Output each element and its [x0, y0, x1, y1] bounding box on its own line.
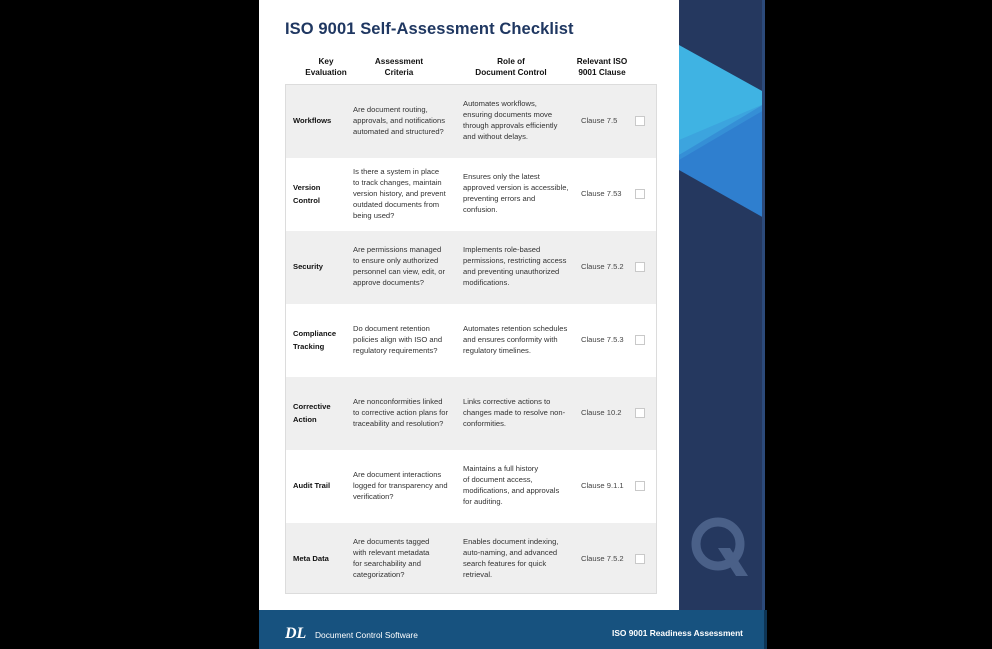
- role-line: for auditing.: [463, 496, 503, 506]
- role-line: and preventing unauthorized: [463, 266, 560, 276]
- key-line: Tracking: [293, 341, 325, 351]
- clause-cell: Clause 7.5.2: [581, 262, 624, 271]
- key-line: Control: [293, 195, 320, 205]
- role-line: conformities.: [463, 418, 507, 428]
- checkbox[interactable]: [635, 554, 645, 564]
- column-header-role-of-document-control: [466, 57, 556, 78]
- role-cell: [463, 537, 571, 581]
- column-header-line: Document Control: [475, 67, 547, 77]
- criteria-line: Are permissions managed: [353, 245, 442, 254]
- criteria-line: outdated documents from: [353, 199, 440, 209]
- column-header-line: Assessment: [374, 57, 424, 66]
- criteria-line: version history, and prevent: [353, 188, 446, 198]
- key-line: Security: [293, 262, 323, 271]
- role-line: changes made to resolve non-: [463, 407, 566, 417]
- table-row: [286, 450, 656, 523]
- criteria-line: personnel can view, edit, or: [353, 266, 446, 276]
- role-line: Links corrective actions to: [463, 397, 551, 406]
- role-line: search features for quick: [463, 558, 547, 568]
- footer-assessment-title: ISO 9001 Readiness Assessment: [612, 628, 743, 638]
- criteria-line: policies align with ISO and: [353, 334, 443, 344]
- key-evaluation-cell: [293, 328, 348, 353]
- key-evaluation-cell: [293, 553, 348, 566]
- criteria-cell: [353, 470, 453, 503]
- key-line: Compliance: [293, 329, 337, 338]
- column-header-line: Criteria: [384, 67, 414, 77]
- criteria-line: Are nonconformities linked: [353, 397, 443, 406]
- column-header-line: Evaluation: [305, 67, 347, 77]
- clause-cell: Clause 7.5: [581, 116, 618, 125]
- criteria-line: to corrective action plans for: [353, 407, 448, 417]
- svg-text:DL: DL: [285, 625, 307, 640]
- checkbox[interactable]: [635, 481, 645, 491]
- criteria-line: regulatory requirements?: [353, 345, 438, 355]
- role-line: Maintains a full history: [463, 464, 539, 473]
- criteria-cell: [353, 397, 453, 430]
- key-line: Corrective: [293, 402, 331, 411]
- role-line: Enables document indexing,: [463, 537, 559, 546]
- criteria-cell: [353, 245, 453, 289]
- criteria-line: Do document retention: [353, 324, 430, 333]
- role-line: Implements role-based: [463, 245, 541, 254]
- role-line: approved version is accessible,: [463, 182, 569, 192]
- criteria-cell: [353, 167, 453, 222]
- key-evaluation-cell: [293, 261, 348, 274]
- key-evaluation-cell: [293, 480, 348, 493]
- checkbox[interactable]: [635, 408, 645, 418]
- role-cell: [463, 99, 571, 143]
- key-evaluation-cell: [293, 401, 348, 426]
- criteria-line: approvals, and notifications: [353, 115, 446, 125]
- key-line: Audit Trail: [293, 481, 331, 490]
- key-line: Workflows: [293, 116, 332, 125]
- q-logo-icon: [690, 514, 752, 580]
- criteria-line: to track changes, maintain: [353, 177, 442, 187]
- page-footer: [259, 610, 764, 649]
- table-row: [286, 304, 656, 377]
- criteria-line: verification?: [353, 491, 394, 501]
- role-line: and without delays.: [463, 131, 529, 141]
- role-line: auto-naming, and advanced: [463, 547, 558, 557]
- checkbox[interactable]: [635, 262, 645, 272]
- role-line: through approvals efficiently: [463, 120, 558, 130]
- criteria-line: being used?: [353, 210, 395, 220]
- role-line: and ensures conformity with: [463, 334, 558, 344]
- role-line: retrieval.: [463, 569, 493, 579]
- role-line: modifications, and approvals: [463, 485, 560, 495]
- role-line: confusion.: [463, 204, 498, 214]
- criteria-line: Are documents tagged: [353, 537, 430, 546]
- dl-logo-icon: [285, 624, 311, 640]
- table-row: [286, 158, 656, 231]
- role-line: ensuring documents move: [463, 109, 553, 119]
- role-line: Automates retention schedules: [463, 324, 568, 333]
- role-line: Ensures only the latest: [463, 172, 540, 181]
- footer-edge: [764, 610, 767, 649]
- page-title: ISO 9001 Self-Assessment Checklist: [285, 20, 574, 38]
- criteria-line: Are document routing,: [353, 105, 428, 114]
- column-header-assessment-criteria: [364, 57, 434, 78]
- role-line: permissions, restricting access: [463, 255, 567, 265]
- checkbox[interactable]: [635, 116, 645, 126]
- criteria-line: automated and structured?: [353, 126, 444, 136]
- criteria-line: Is there a system in place: [353, 167, 440, 176]
- clause-cell: Clause 7.5.2: [581, 554, 624, 563]
- role-cell: [463, 464, 571, 508]
- role-line: regulatory timelines.: [463, 345, 531, 355]
- key-line: Version: [293, 183, 321, 192]
- key-line: Action: [293, 414, 317, 424]
- role-cell: [463, 397, 571, 430]
- criteria-line: logged for transparency and: [353, 480, 448, 490]
- column-header-relevant-clause: [568, 57, 636, 78]
- role-line: Automates workflows,: [463, 99, 537, 108]
- clause-cell: Clause 9.1.1: [581, 481, 624, 490]
- role-cell: [463, 172, 571, 216]
- role-line: modifications.: [463, 277, 510, 287]
- role-cell: [463, 324, 571, 357]
- column-header-line: Key: [318, 57, 334, 66]
- criteria-line: categorization?: [353, 569, 405, 579]
- criteria-cell: [353, 105, 453, 138]
- checkbox[interactable]: [635, 189, 645, 199]
- key-evaluation-cell: [293, 182, 348, 207]
- table-row: [286, 377, 656, 450]
- clause-cell: Clause 7.5.3: [581, 335, 624, 344]
- role-line: of document access,: [463, 474, 533, 484]
- key-evaluation-cell: [293, 115, 348, 128]
- key-line: Meta Data: [293, 554, 329, 563]
- criteria-line: approve documents?: [353, 277, 424, 287]
- clause-cell: Clause 10.2: [581, 408, 622, 417]
- table-row: [286, 523, 656, 593]
- column-header-line: Role of: [497, 57, 525, 66]
- criteria-line: with relevant metadata: [353, 547, 430, 557]
- criteria-line: for searchability and: [353, 558, 421, 568]
- table-row: [286, 231, 656, 304]
- criteria-line: to ensure only authorized: [353, 255, 439, 265]
- criteria-line: Are document interactions: [353, 470, 442, 479]
- criteria-line: traceability and resolution?: [353, 418, 444, 428]
- checklist-table: [285, 84, 657, 594]
- role-cell: [463, 245, 571, 289]
- column-header-line: 9001 Clause: [578, 67, 626, 77]
- clause-cell: Clause 7.53: [581, 189, 622, 198]
- criteria-cell: [353, 537, 453, 581]
- footer-brand-text: Document Control Software: [315, 630, 418, 640]
- side-edge-accent: [762, 0, 765, 610]
- criteria-cell: [353, 324, 453, 357]
- role-line: preventing errors and: [463, 193, 536, 203]
- table-row: [286, 85, 656, 158]
- column-header-key-evaluation: [291, 57, 361, 78]
- checkbox[interactable]: [635, 335, 645, 345]
- column-header-line: Relevant ISO: [576, 57, 628, 66]
